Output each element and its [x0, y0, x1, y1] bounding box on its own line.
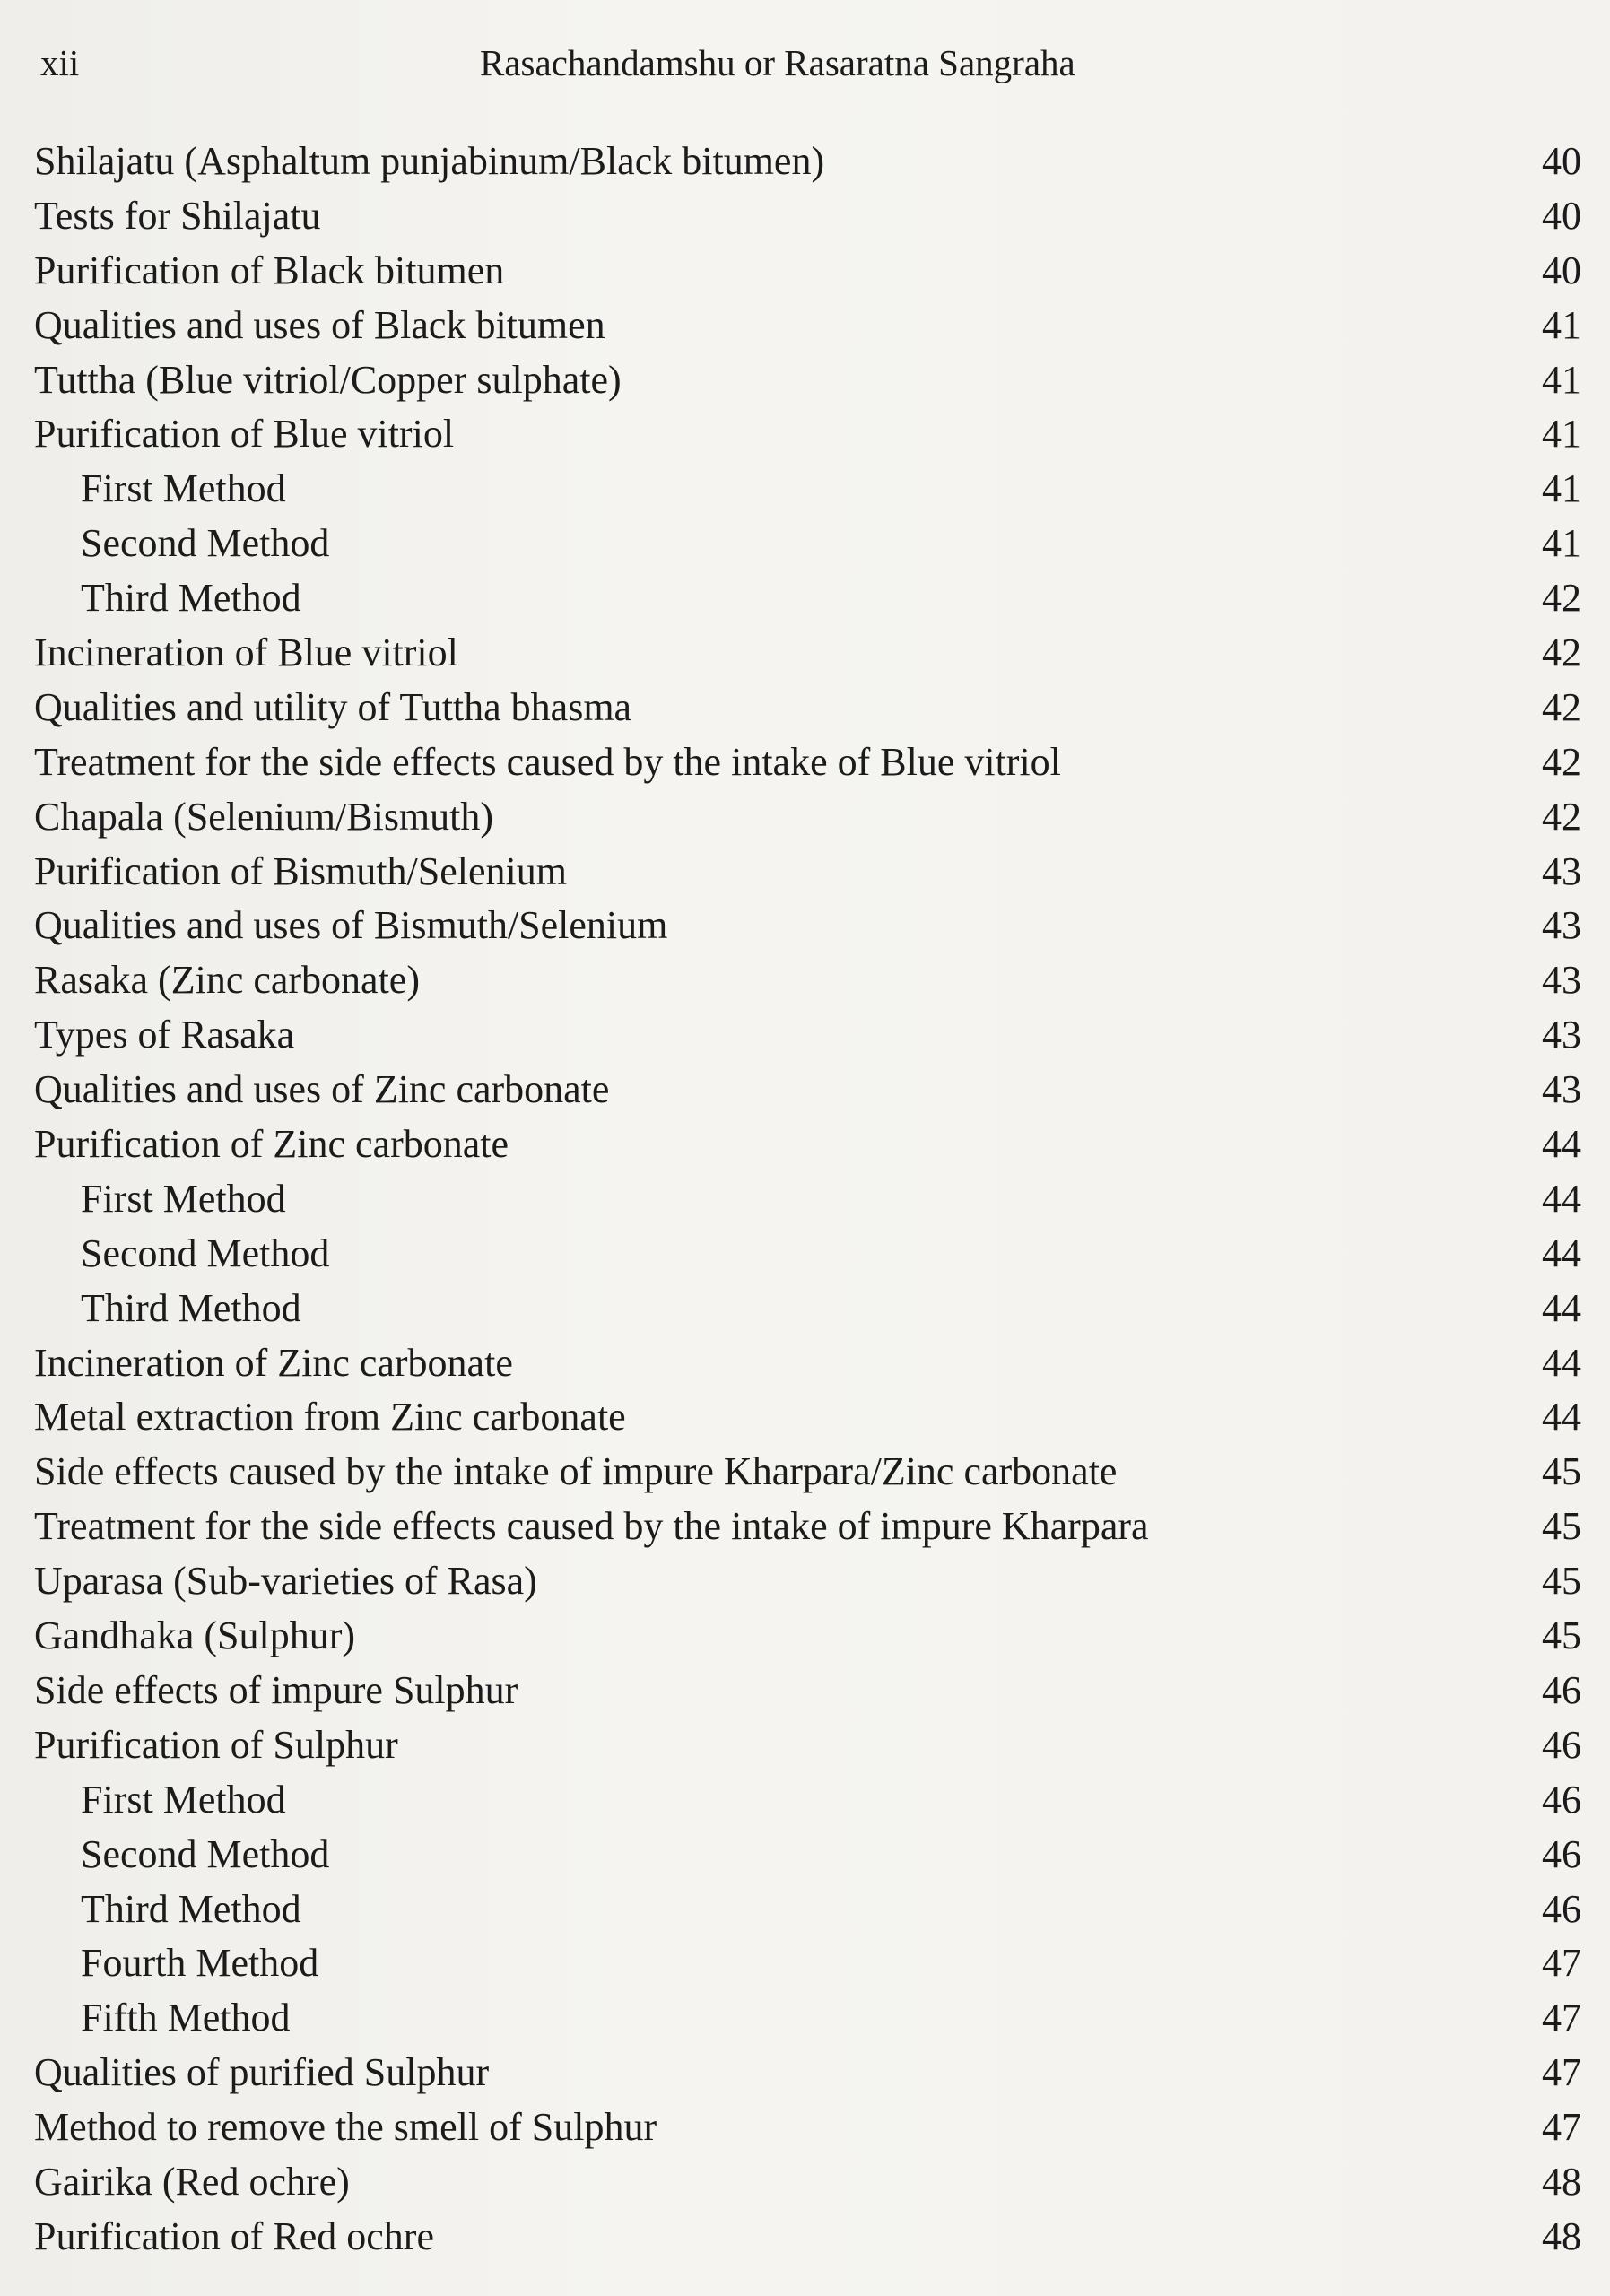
toc-entry-title: First Method [81, 1777, 286, 1822]
toc-entry-page-number: 46 [1542, 1831, 1581, 1876]
toc-entry-title: First Method [81, 1176, 286, 1221]
toc-entry-page-number: 40 [1542, 248, 1581, 292]
toc-entry-page-number: 45 [1542, 1613, 1581, 1658]
toc-entry [34, 1008, 1581, 1063]
toc-entry [34, 1664, 1581, 1718]
toc-entry-title: Purification of Black bitumen [34, 248, 505, 292]
toc-entry-title: Rasaka (Zinc carbonate) [34, 958, 420, 1003]
toc-entry [34, 1336, 1581, 1391]
toc-entry-page-number: 47 [1542, 1941, 1581, 1986]
toc-subentry [34, 1227, 1581, 1282]
toc-entry-page-number: 45 [1542, 1449, 1581, 1494]
toc-entry-page-number: 43 [1542, 903, 1581, 948]
toc-entry-title: Purification of Sulphur [34, 1722, 398, 1767]
toc-entry-page-number: 43 [1542, 1013, 1581, 1057]
toc-entry-title: Purification of Zinc carbonate [34, 1122, 509, 1167]
toc-entry-title: Qualities of purified Sulphur [34, 2050, 490, 2095]
toc-entry-title: Incineration of Zinc carbonate [34, 1340, 513, 1385]
toc-entry-title: Side effects of impure Sulphur [34, 1667, 518, 1712]
toc-subentry [34, 1828, 1581, 1883]
toc-subentry [34, 1991, 1581, 2046]
toc-entry [34, 1118, 1581, 1172]
toc-subentry [34, 571, 1581, 626]
toc-entry-page-number: 44 [1542, 1122, 1581, 1167]
toc-entry [34, 1609, 1581, 1664]
toc-entry-page-number: 42 [1542, 576, 1581, 621]
toc-entry [34, 1718, 1581, 1773]
toc-entry-title: Types of Rasaka [34, 1013, 295, 1057]
toc-entry-page-number: 42 [1542, 631, 1581, 675]
toc-entry-title: Treatment for the side effects caused by the intake of Blue vitriol [34, 739, 1061, 784]
toc-entry-title: Incineration of Blue vitriol [34, 631, 458, 675]
toc-entry [34, 135, 1581, 189]
toc-entry [34, 845, 1581, 900]
toc-entry-title: Gandhaka (Sulphur) [34, 1613, 356, 1658]
toc-entry-page-number: 47 [1542, 1996, 1581, 2040]
toc-entry-page-number: 45 [1542, 1559, 1581, 1604]
toc-entry [34, 735, 1581, 790]
page-number: xii [40, 42, 80, 83]
toc-entry-page-number: 45 [1542, 1504, 1581, 1549]
toc-entry-page-number: 46 [1542, 1722, 1581, 1767]
toc-entry-title: Gairika (Red ochre) [34, 2159, 350, 2204]
toc-entry-title: Tests for Shilajatu [34, 193, 321, 238]
toc-entry-title: Purification of Red ochre [34, 2213, 434, 2258]
toc-entry-title: Qualities and utility of Tuttha bhasma [34, 684, 632, 729]
toc-entry-title: Method to remove the smell of Sulphur [34, 2105, 657, 2150]
toc-entry-title: Qualities and uses of Zinc carbonate [34, 1067, 610, 1112]
toc-entry-title: Qualities and uses of Bismuth/Selenium [34, 903, 668, 948]
toc-subentry [34, 1936, 1581, 1991]
toc-entry-title: Second Method [81, 521, 330, 566]
toc-entry-page-number: 44 [1542, 1176, 1581, 1221]
toc-subentry [34, 1773, 1581, 1828]
toc-entry [34, 1500, 1581, 1554]
toc-entry-title: Purification of Blue vitriol [34, 412, 455, 457]
toc-entry-page-number: 41 [1542, 466, 1581, 511]
toc-entry-title: Uparasa (Sub-varieties of Rasa) [34, 1559, 537, 1604]
toc-entry-title: Chapala (Selenium/Bismuth) [34, 794, 494, 839]
toc-subentry [34, 1282, 1581, 1336]
toc-entry [34, 899, 1581, 953]
toc-entry-page-number: 43 [1542, 1067, 1581, 1112]
toc-entry [34, 626, 1581, 681]
toc-entry-title: Tuttha (Blue vitriol/Copper sulphate) [34, 357, 622, 402]
toc-entry-title: Qualities and uses of Black bitumen [34, 302, 605, 347]
toc-entry-title: Purification of Bismuth/Selenium [34, 848, 567, 893]
toc-entry-title: First Method [81, 466, 286, 511]
toc-entry-page-number: 47 [1542, 2105, 1581, 2150]
toc-entry-title: Third Method [81, 576, 301, 621]
toc-subentry [34, 1172, 1581, 1227]
toc-entry-page-number: 44 [1542, 1340, 1581, 1385]
toc-entry [34, 1554, 1581, 1609]
toc-subentry [34, 462, 1581, 517]
toc-entry-title: Third Method [81, 1886, 301, 1931]
toc-entry-page-number: 44 [1542, 1231, 1581, 1275]
toc-entry [34, 2210, 1581, 2265]
toc-entry-page-number: 47 [1542, 2050, 1581, 2095]
table-of-contents [34, 135, 1581, 2265]
toc-entry-title: Fourth Method [81, 1941, 319, 1986]
toc-entry-page-number: 48 [1542, 2213, 1581, 2258]
toc-entry [34, 681, 1581, 735]
toc-entry-page-number: 48 [1542, 2159, 1581, 2204]
page-header [36, 36, 1579, 90]
toc-entry-title: Treatment for the side effects caused by the intake of impure Kharpara [34, 1504, 1149, 1549]
toc-entry-title: Side effects caused by the intake of impure Kharpara/Zinc carbonate [34, 1449, 1118, 1494]
toc-entry-page-number: 44 [1542, 1285, 1581, 1330]
toc-entry [34, 1063, 1581, 1118]
toc-entry-title: Third Method [81, 1285, 301, 1330]
toc-entry-title: Second Method [81, 1231, 330, 1275]
running-title: Rasachandamshu or Rasaratna Sangraha [480, 42, 1075, 83]
toc-entry-page-number: 43 [1542, 958, 1581, 1003]
toc-entry-page-number: 46 [1542, 1667, 1581, 1712]
toc-entry-page-number: 41 [1542, 357, 1581, 402]
toc-entry [34, 2155, 1581, 2210]
toc-entry-page-number: 42 [1542, 739, 1581, 784]
toc-entry [34, 407, 1581, 462]
toc-entry-page-number: 46 [1542, 1777, 1581, 1822]
toc-entry-page-number: 42 [1542, 794, 1581, 839]
toc-entry [34, 790, 1581, 845]
toc-entry-page-number: 41 [1542, 521, 1581, 566]
toc-entry-page-number: 43 [1542, 848, 1581, 893]
toc-entry-page-number: 41 [1542, 412, 1581, 457]
toc-entry-title: Shilajatu (Asphaltum punjabinum/Black bitumen) [34, 139, 825, 183]
toc-entry-title: Fifth Method [81, 1996, 291, 2040]
toc-entry-page-number: 40 [1542, 139, 1581, 183]
toc-entry [34, 244, 1581, 299]
toc-entry [34, 299, 1581, 353]
toc-subentry [34, 517, 1581, 571]
toc-entry-page-number: 42 [1542, 684, 1581, 729]
toc-entry-page-number: 41 [1542, 302, 1581, 347]
toc-entry [34, 953, 1581, 1008]
toc-entry [34, 2046, 1581, 2100]
toc-subentry [34, 1883, 1581, 1937]
toc-entry [34, 1445, 1581, 1500]
toc-entry-page-number: 46 [1542, 1886, 1581, 1931]
toc-entry-title: Metal extraction from Zinc carbonate [34, 1395, 626, 1439]
toc-entry-title: Second Method [81, 1831, 330, 1876]
toc-entry [34, 2100, 1581, 2155]
toc-entry [34, 353, 1581, 408]
toc-entry-page-number: 40 [1542, 193, 1581, 238]
toc-entry-page-number: 44 [1542, 1395, 1581, 1439]
toc-entry [34, 1390, 1581, 1445]
toc-entry [34, 189, 1581, 244]
